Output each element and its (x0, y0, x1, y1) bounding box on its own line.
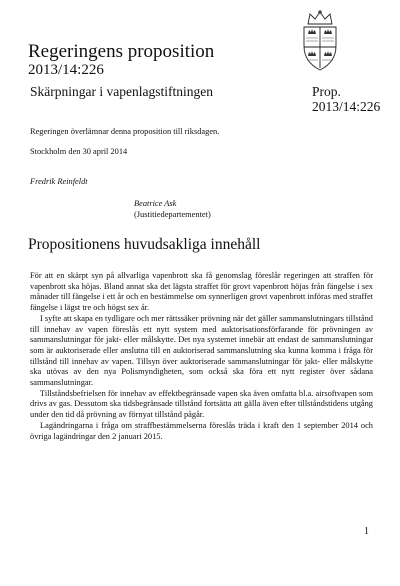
signature-department: (Justitiedepartementet) (134, 210, 211, 219)
prop-label: Prop. (312, 84, 341, 99)
proposition-number: 2013/14:226 (28, 62, 104, 78)
intro-text: Regeringen överlämnar denna proposition till riksdagen. (30, 127, 220, 136)
body-paragraph: För att en skärpt syn på allvarliga vapenbrott ska få genomslag föreslår regeringen att straffen för vapenbrott ska höjas. Bland annat ska det lägsta straffet för grovt vapenbrott höjas från fängelse i sex månader till fängelse i ett år och en bestämmelse om synnerligen grovt vapenbrott införas med straffet fängelse i lägst tre och högst sex år. (30, 271, 373, 313)
document-subtitle: Skärpningar i vapenlagstiftningen (30, 84, 213, 99)
page-number: 1 (364, 526, 369, 537)
prop-number: 2013/14:226 (312, 99, 381, 114)
document-title: Regeringens proposition (28, 41, 215, 62)
body-paragraph: Tillståndsbefrielsen för innehav av effektbegränsade vapen ska även omfatta bl.a. airsoftvapen som drivs av gas. Dessutom ska tidsbegränsade tillstånd fortsätta att gälla även efter tillståndstidens utgång under den tid då prövning av förnyat tillstånd pågår. (30, 388, 373, 420)
signature-primary: Fredrik Reinfeldt (30, 177, 88, 186)
coat-of-arms-icon (296, 10, 344, 74)
signature-secondary: Beatrice Ask (134, 199, 177, 208)
body-paragraph: I syfte att skapa en tydligare och mer rättssäker prövning när det gäller sammanslutningars tillstånd till innehav av vapen föreslås ett nytt system med auktorisationsförfarande för prövningen av sammanslutningar för jakt- eller målskytte. Det nya systemet innebär att endast de sammanslutningar som är auktoriserade eller anslutna till en auktoriserad sammanslutning ska kunna komma i fråga för tillstånd till innehav av vapen. Tillsyn över auktoriserade sammanslutningar för jakt- eller målskytte ska utövas av den nya Polismyndigheten, som också ska föra ett nytt register över sådana sammanslutningar. (30, 313, 373, 388)
body-paragraph: Lagändringarna i fråga om straffbestämmelserna föreslås träda i kraft den 1 september 2014 och övriga lagändringar den 2 januari 2015. (30, 420, 373, 441)
section-body (30, 271, 373, 442)
place-date: Stockholm den 30 april 2014 (30, 147, 128, 156)
section-heading: Propositionens huvudsakliga innehåll (28, 236, 261, 253)
